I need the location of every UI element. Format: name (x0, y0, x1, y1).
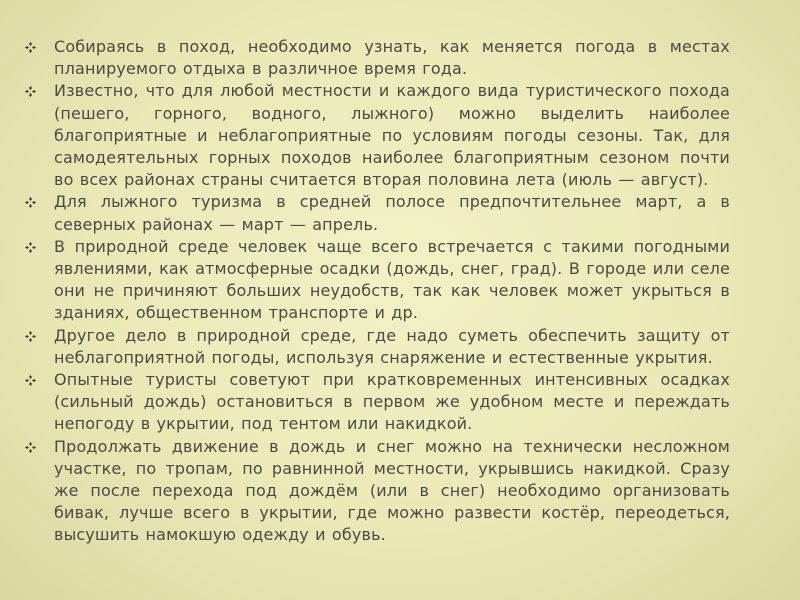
bullet-item (22, 80, 730, 191)
bullet-text: Продолжать движение в дождь и снег можно на технически несложном участке, по тропам, по равнинной местности, укрывшись накидкой. Сразу же после перехода под дождём (или в снег) необходимо организовать бивак, лучше всего в укрытии, где можно развести костёр, переодеться, высушить намокшую одежду и обувь. (54, 436, 730, 545)
diamond-bullet-icon (25, 331, 36, 342)
bullet-item (22, 36, 730, 80)
diamond-bullet-icon (25, 242, 36, 253)
diamond-bullet-icon (25, 442, 36, 453)
diamond-bullet-icon (25, 197, 36, 208)
bullet-item (22, 325, 730, 369)
bullet-text: Опытные туристы советуют при кратковременных интенсивных осадках (сильный дождь) остановиться в первом же удобном месте и переждать непогоду в укрытии, под тентом или накидкой. (54, 370, 730, 434)
bullet-text: В природной среде человек чаще всего встречается с такими погодными явлениями, как атмосферные осадки (дождь, снег, град). В городе или селе они не причиняют больших неудобств, так как человек может укрыться в зданиях, общественном транспорте и др. (54, 236, 730, 323)
diamond-bullet-icon (25, 375, 36, 386)
bullet-text: Для лыжного туризма в средней полосе предпочтительнее март, а в северных районах — март — апрель. (54, 192, 730, 234)
bullet-list (22, 36, 730, 547)
bullet-text: Другое дело в природной среде, где надо суметь обеспечить защиту от неблагоприятной погоды, используя снаряжение и естественные укрытия. (54, 325, 730, 367)
bullet-text: Известно, что для любой местности и каждого вида туристического похода (пешего, горного, водного, лыжного) можно выделить наиболее благоприятные и неблагоприятные по условиям погоды сезоны. Так, для самодеятельных горных походов наиболее благоприятным сезоном почти во всех районах страны считается вторая половина лета (июль — август). (54, 81, 730, 190)
bullet-text: Собираясь в поход, необходимо узнать, как меняется погода в местах планируемого отдыха в различное время года. (54, 37, 730, 79)
diamond-bullet-icon (25, 42, 36, 53)
bullet-item (22, 436, 730, 547)
diamond-bullet-icon (25, 86, 36, 97)
bullet-item (22, 236, 730, 325)
bullet-item (22, 191, 730, 235)
slide-content (22, 36, 730, 547)
bullet-item (22, 369, 730, 436)
